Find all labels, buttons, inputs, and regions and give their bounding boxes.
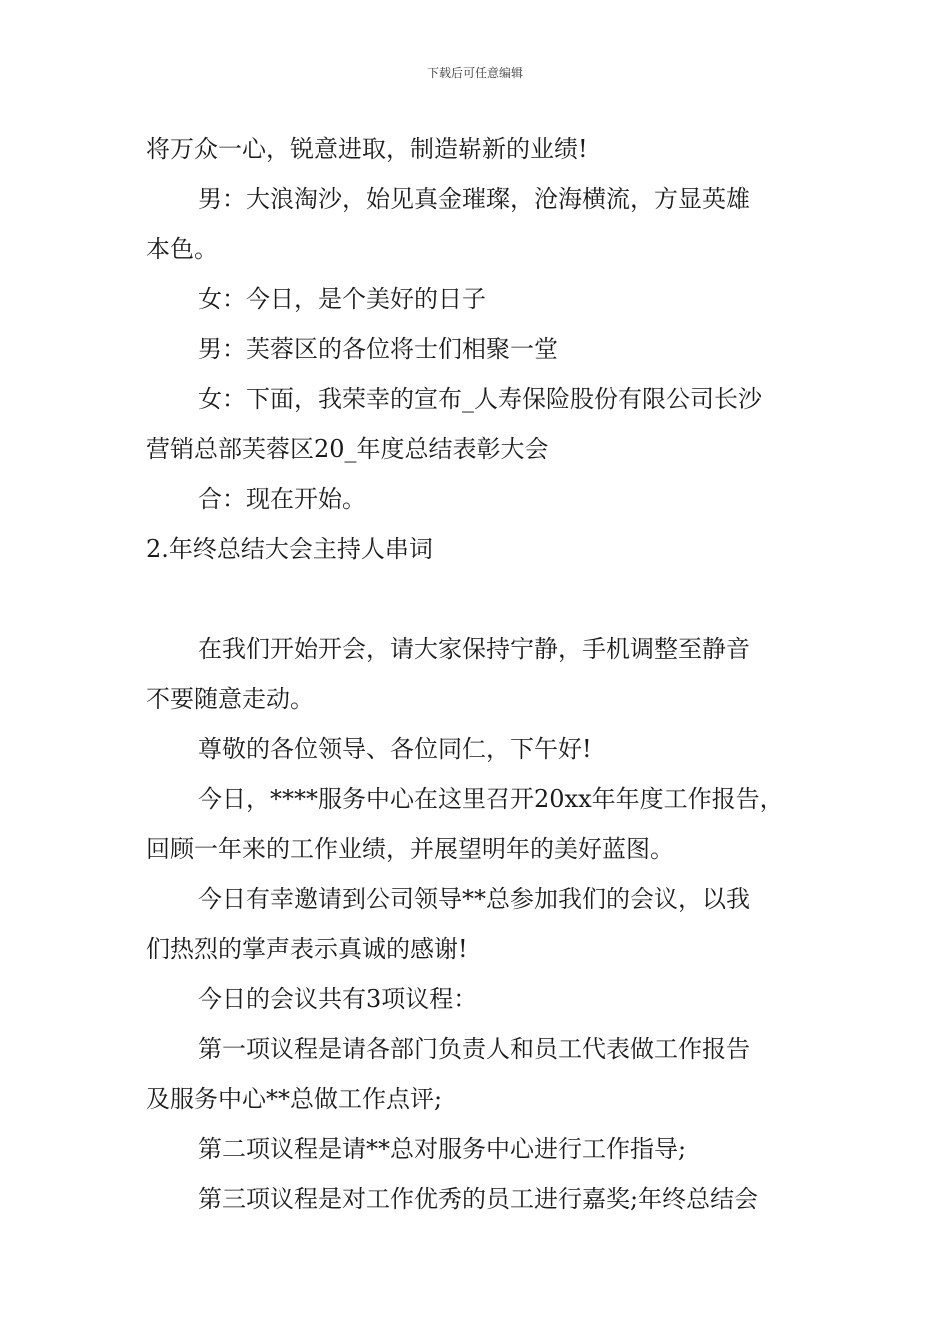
paragraph-line: 及服务中心**总做工作点评; [146,1085,443,1113]
paragraph-line: 女：今日，是个美好的日子 [198,285,486,313]
paragraph-line: 在我们开始开会，请大家保持宁静，手机调整至静音 [198,635,750,663]
paragraph-line: 不要随意走动。 [146,685,314,713]
paragraph-line: 女：下面，我荣幸的宣布_人寿保险股份有限公司长沙 [198,385,762,413]
paragraph-line: 第三项议程是对工作优秀的员工进行嘉奖;年终总结会 [198,1185,759,1213]
page-header: 下载后可任意编辑 [426,66,523,80]
blank-line [146,574,826,624]
paragraph-line: 将万众一心，锐意进取，制造崭新的业绩! [146,135,588,163]
paragraph-line: 今日有幸邀请到公司领导**总参加我们的会议，以我 [198,885,750,913]
paragraph-line: 合：现在开始。 [198,485,366,513]
paragraph-line: 尊敬的各位领导、各位同仁，下午好! [198,735,592,763]
paragraph-line: 本色。 [146,235,218,263]
paragraph-line: 男：芙蓉区的各位将士们相聚一堂 [198,335,558,363]
section-heading: 2.年终总结大会主持人串词 [146,535,433,563]
paragraph-line: 们热烈的掌声表示真诚的感谢! [146,935,468,963]
paragraph-line: 第一项议程是请各部门负责人和员工代表做工作报告 [198,1035,750,1063]
paragraph-line: 男：大浪淘沙，始见真金璀璨，沧海横流，方显英雄 [198,185,750,213]
paragraph-line: 回顾一年来的工作业绩，并展望明年的美好蓝图。 [146,835,674,863]
paragraph-line: 第二项议程是请**总对服务中心进行工作指导; [198,1135,687,1163]
document-body [146,124,826,1224]
paragraph-line: 今日的会议共有3项议程： [198,985,478,1013]
paragraph-line: 营销总部芙蓉区20_年度总结表彰大会 [146,435,549,463]
paragraph-line: 今日，****服务中心在这里召开20xx年年度工作报告， [198,785,784,813]
